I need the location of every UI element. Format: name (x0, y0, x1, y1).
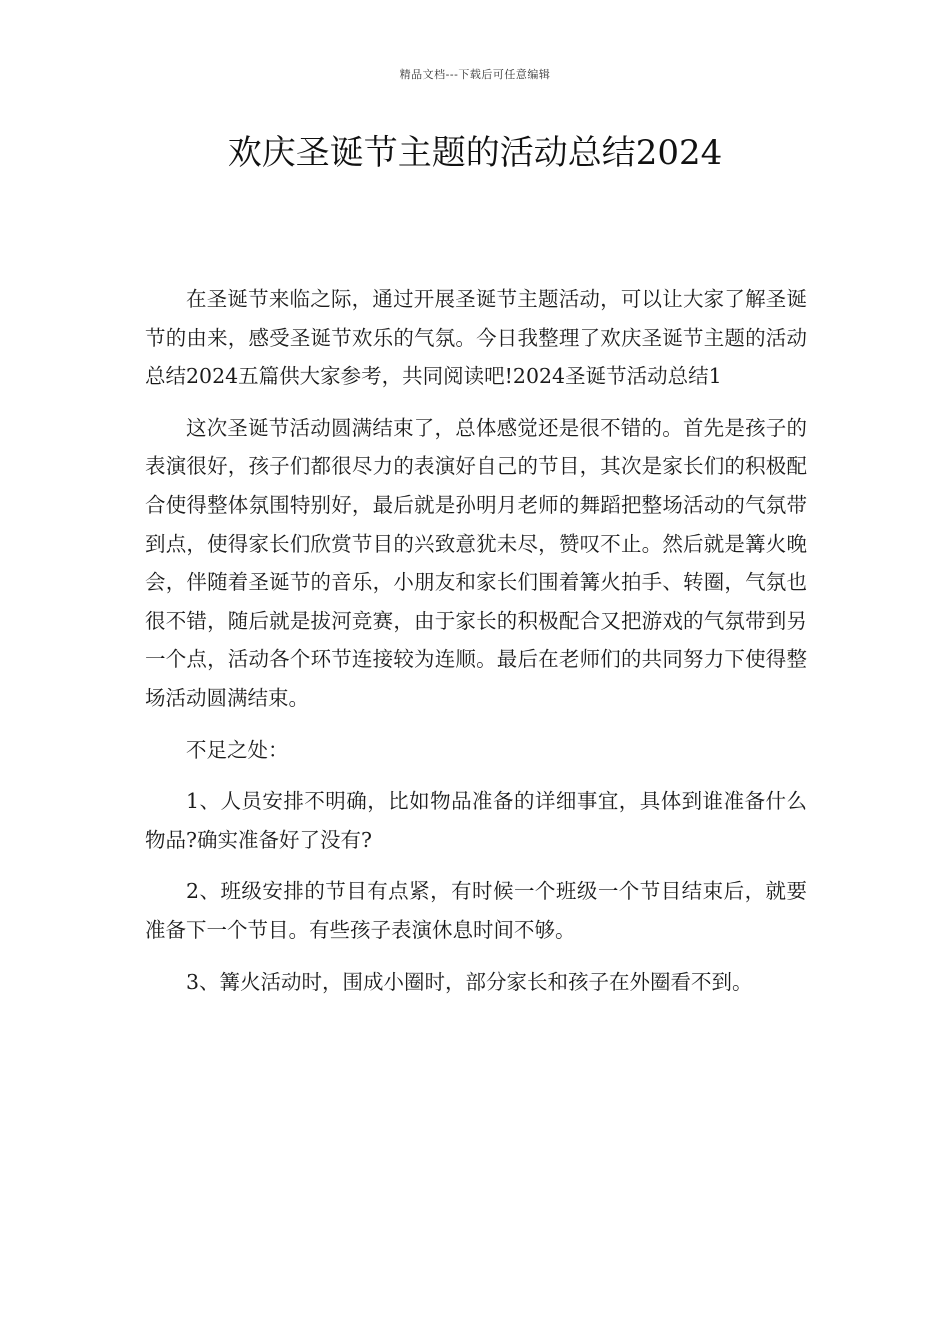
document-body (145, 280, 807, 1014)
page-header-note: 精品文档---下载后可任意编辑 (399, 68, 551, 81)
document-title: 欢庆圣诞节主题的活动总结2024 (227, 133, 723, 173)
paragraph-shortcoming-3: 3、篝火活动时，围成小圈时，部分家长和孩子在外圈看不到。 (186, 969, 753, 994)
paragraph-summary: 这次圣诞节活动圆满结束了，总体感觉还是很不错的。首先是孩子的表演很好，孩子们都很尽力的表演好自己的节目，其次是家长们的积极配合使得整体氛围特别好，最后就是孙明月老师的舞蹈把整场活动的气氛带到点，使得家长们欣赏节目的兴致意犹未尽，赞叹不止。然后就是篝火晚会，伴随着圣诞节的音乐，小朋友和家长们围着篝火拍手、转圈，气氛也很不错，随后就是拔河竞赛，由于家长的积极配合又把游戏的气氛带到另一个点，活动各个环节连接较为连顺。最后在老师们的共同努力下使得整场活动圆满结束。 (145, 415, 807, 710)
paragraph-shortcomings-heading: 不足之处： (186, 737, 289, 762)
paragraph-intro: 在圣诞节来临之际，通过开展圣诞节主题活动，可以让大家了解圣诞节的由来，感受圣诞节欢乐的气氛。今日我整理了欢庆圣诞节主题的活动总结2024五篇供大家参考，共同阅读吧!2024圣诞节活动总结1 (145, 287, 807, 389)
paragraph-shortcoming-2: 2、班级安排的节目有点紧，有时候一个班级一个节目结束后，就要准备下一个节目。有些孩子表演休息时间不够。 (145, 879, 807, 942)
paragraph-shortcoming-1: 1、人员安排不明确，比如物品准备的详细事宜，具体到谁准备什么物品?确实准备好了没有? (145, 789, 807, 852)
